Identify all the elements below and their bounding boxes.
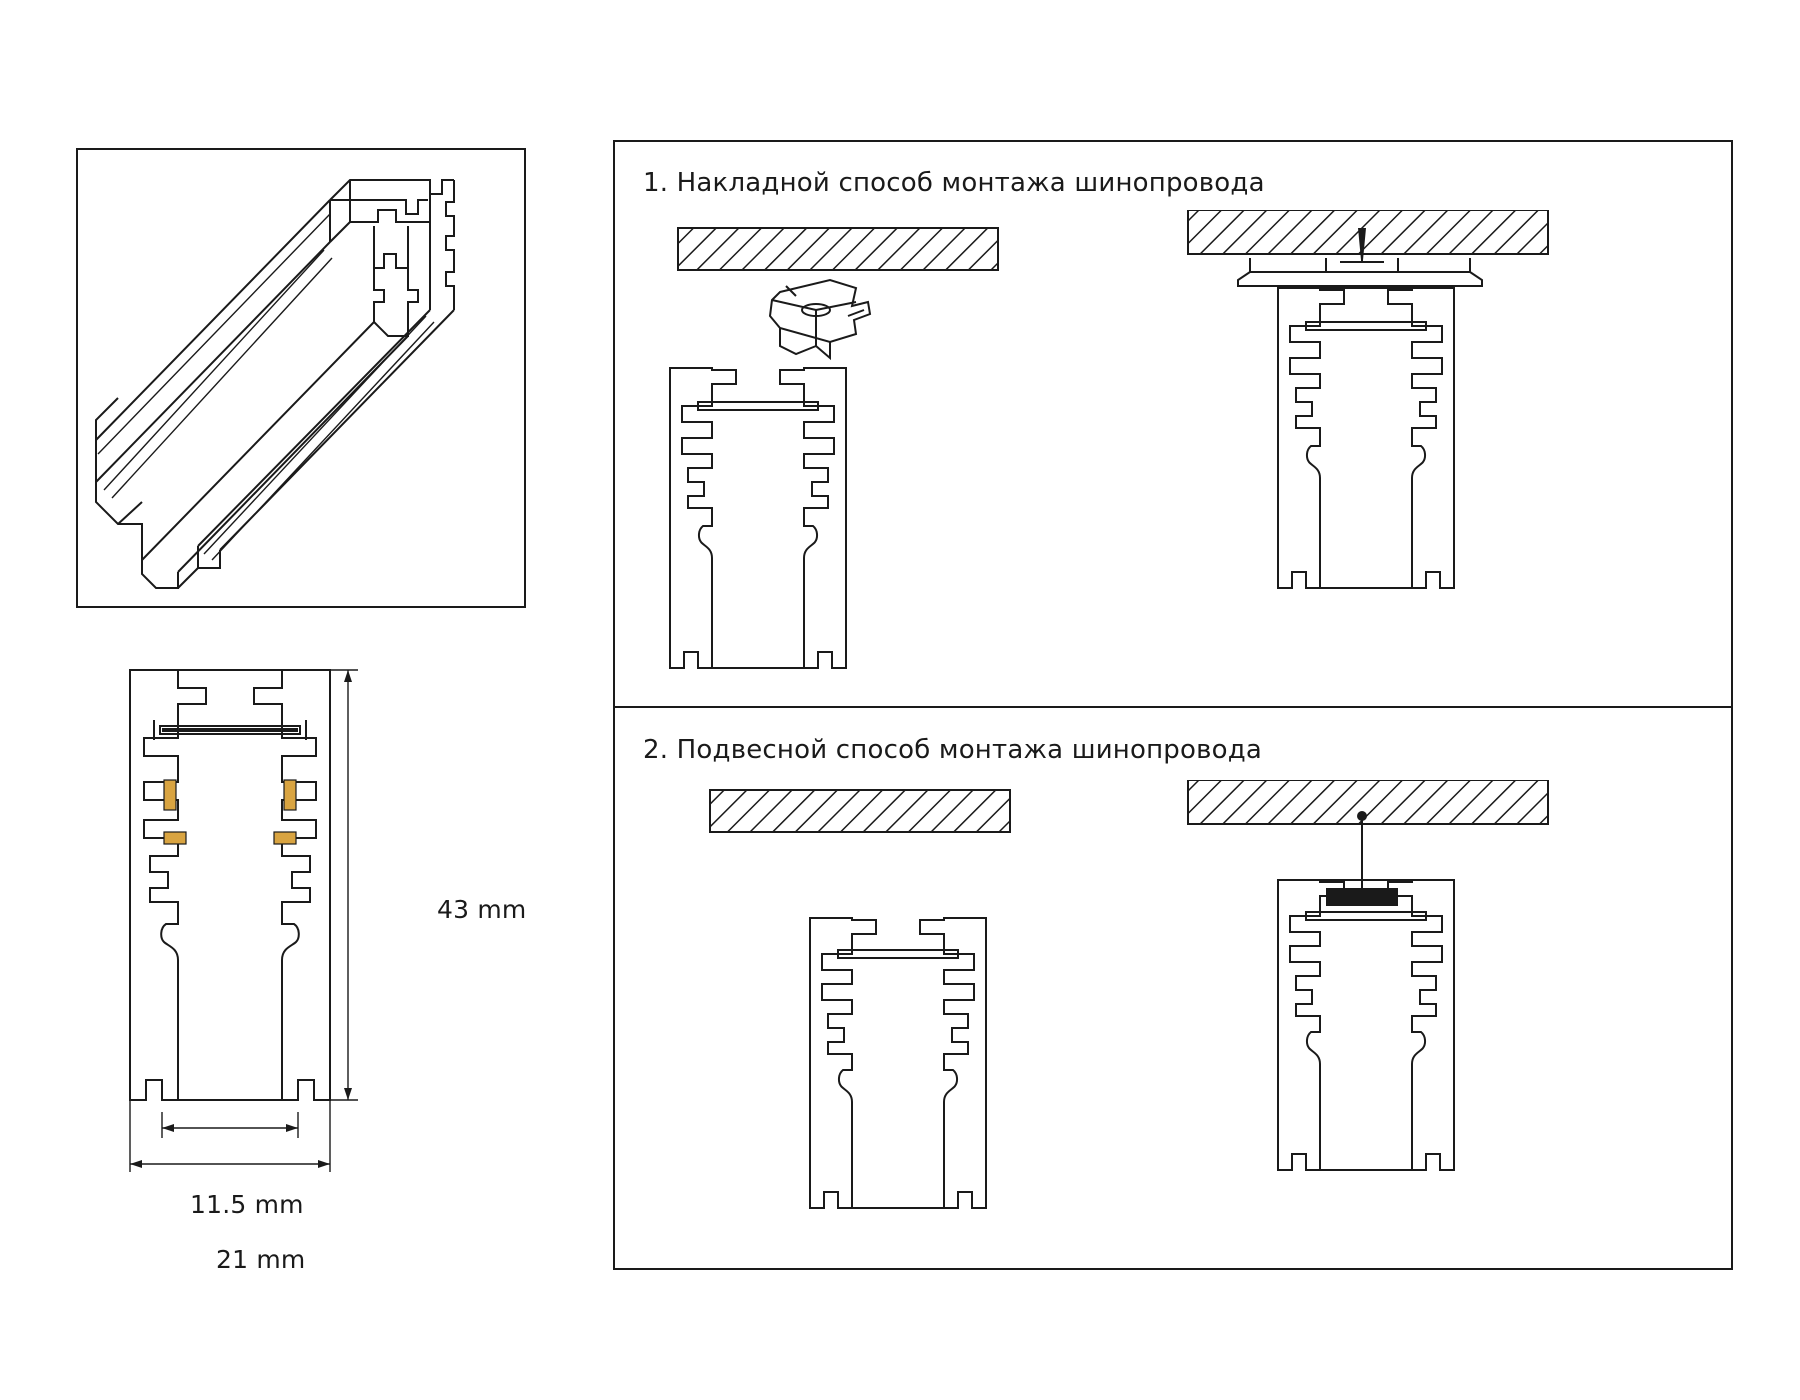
track-cross-section-drawing <box>120 660 500 1200</box>
section-1-drawings <box>620 210 1720 690</box>
step-1-mounted <box>1188 210 1548 588</box>
section-2-drawings <box>620 780 1720 1250</box>
cross-section-view <box>120 660 420 1190</box>
panel-divider <box>613 706 1733 708</box>
dimension-inner-width-label: 11.5 mm <box>190 1190 304 1219</box>
step-1-exploded <box>670 228 998 668</box>
dimension-height-label: 43 mm <box>437 895 527 924</box>
dimension-outer-width-label: 21 mm <box>216 1245 306 1274</box>
step-2-mounted <box>1188 780 1548 1170</box>
section-1-title: 1. Накладной способ монтажа шинопровода <box>643 168 1265 198</box>
step-2-exploded <box>710 790 1010 1208</box>
section-2-title: 2. Подвесной способ монтажа шинопровода <box>643 735 1263 765</box>
isometric-track-profile <box>78 150 524 606</box>
isometric-view-box <box>76 148 526 608</box>
